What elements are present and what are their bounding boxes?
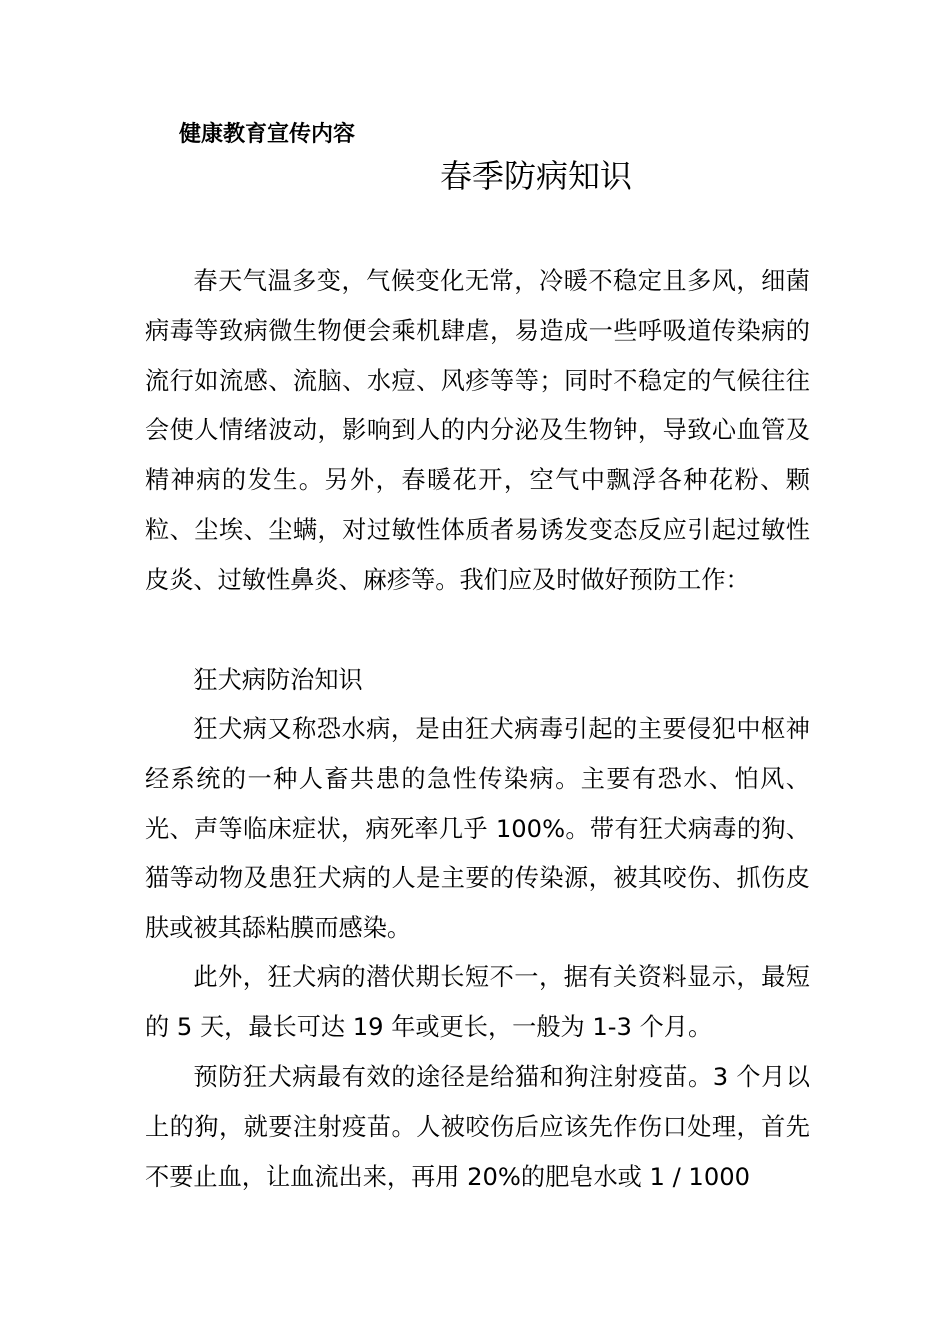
paragraph-rabies-definition (145, 705, 810, 954)
paragraph-text: 预防狂犬病最有效的途径是给猫和狗注射疫苗。3 个月以上的狗，就要注射疫苗。人被咬伤后应该先作伤口处理，首先不要止血，让血流出来，再用 20%的肥皂水或 1 / 1000 (145, 1063, 810, 1191)
document-title: 春季防病知识 (440, 157, 633, 195)
section-heading-rabies (145, 656, 810, 706)
paragraph-prevention (145, 1053, 810, 1202)
paragraph-text: 春天气温多变，气候变化无常，冷暖不稳定且多风，细菌病毒等致病微生物便会乘机肆虐，易造成一些呼吸道传染病的流行如流感、流脑、水痘、风疹等等；同时不稳定的气候往往会使人情绪波动，影响到人的内分泌及生物钟，导致心血管及精神病的发生。另外，春暖花开，空气中飘浮各种花粉、颗粒、尘埃、尘螨，对过敏性体质者易诱发变态反应引起过敏性皮炎、过敏性鼻炎、麻疹等。我们应及时做好预防工作： (145, 267, 810, 594)
document-label: 健康教育宣传内容 (179, 122, 356, 147)
section-heading-text: 狂犬病防治知识 (193, 666, 363, 694)
paragraph-spring-intro (145, 257, 810, 606)
paragraph-text: 狂犬病又称恐水病，是由狂犬病毒引起的主要侵犯中枢神经系统的一种人畜共患的急性传染病。主要有恐水、怕风、光、声等临床症状，病死率几乎 100%。带有狂犬病毒的狗、猫等动物及患狂犬病的人是主要的传染源，被其咬伤、抓伤皮肤或被其舔粘膜而感染。 (145, 715, 810, 943)
paragraph-incubation (145, 953, 810, 1053)
paragraph-text: 此外，狂犬病的潜伏期长短不一，据有关资料显示，最短的 5 天，最长可达 19 年或更长，一般为 1-3 个月。 (145, 963, 810, 1041)
